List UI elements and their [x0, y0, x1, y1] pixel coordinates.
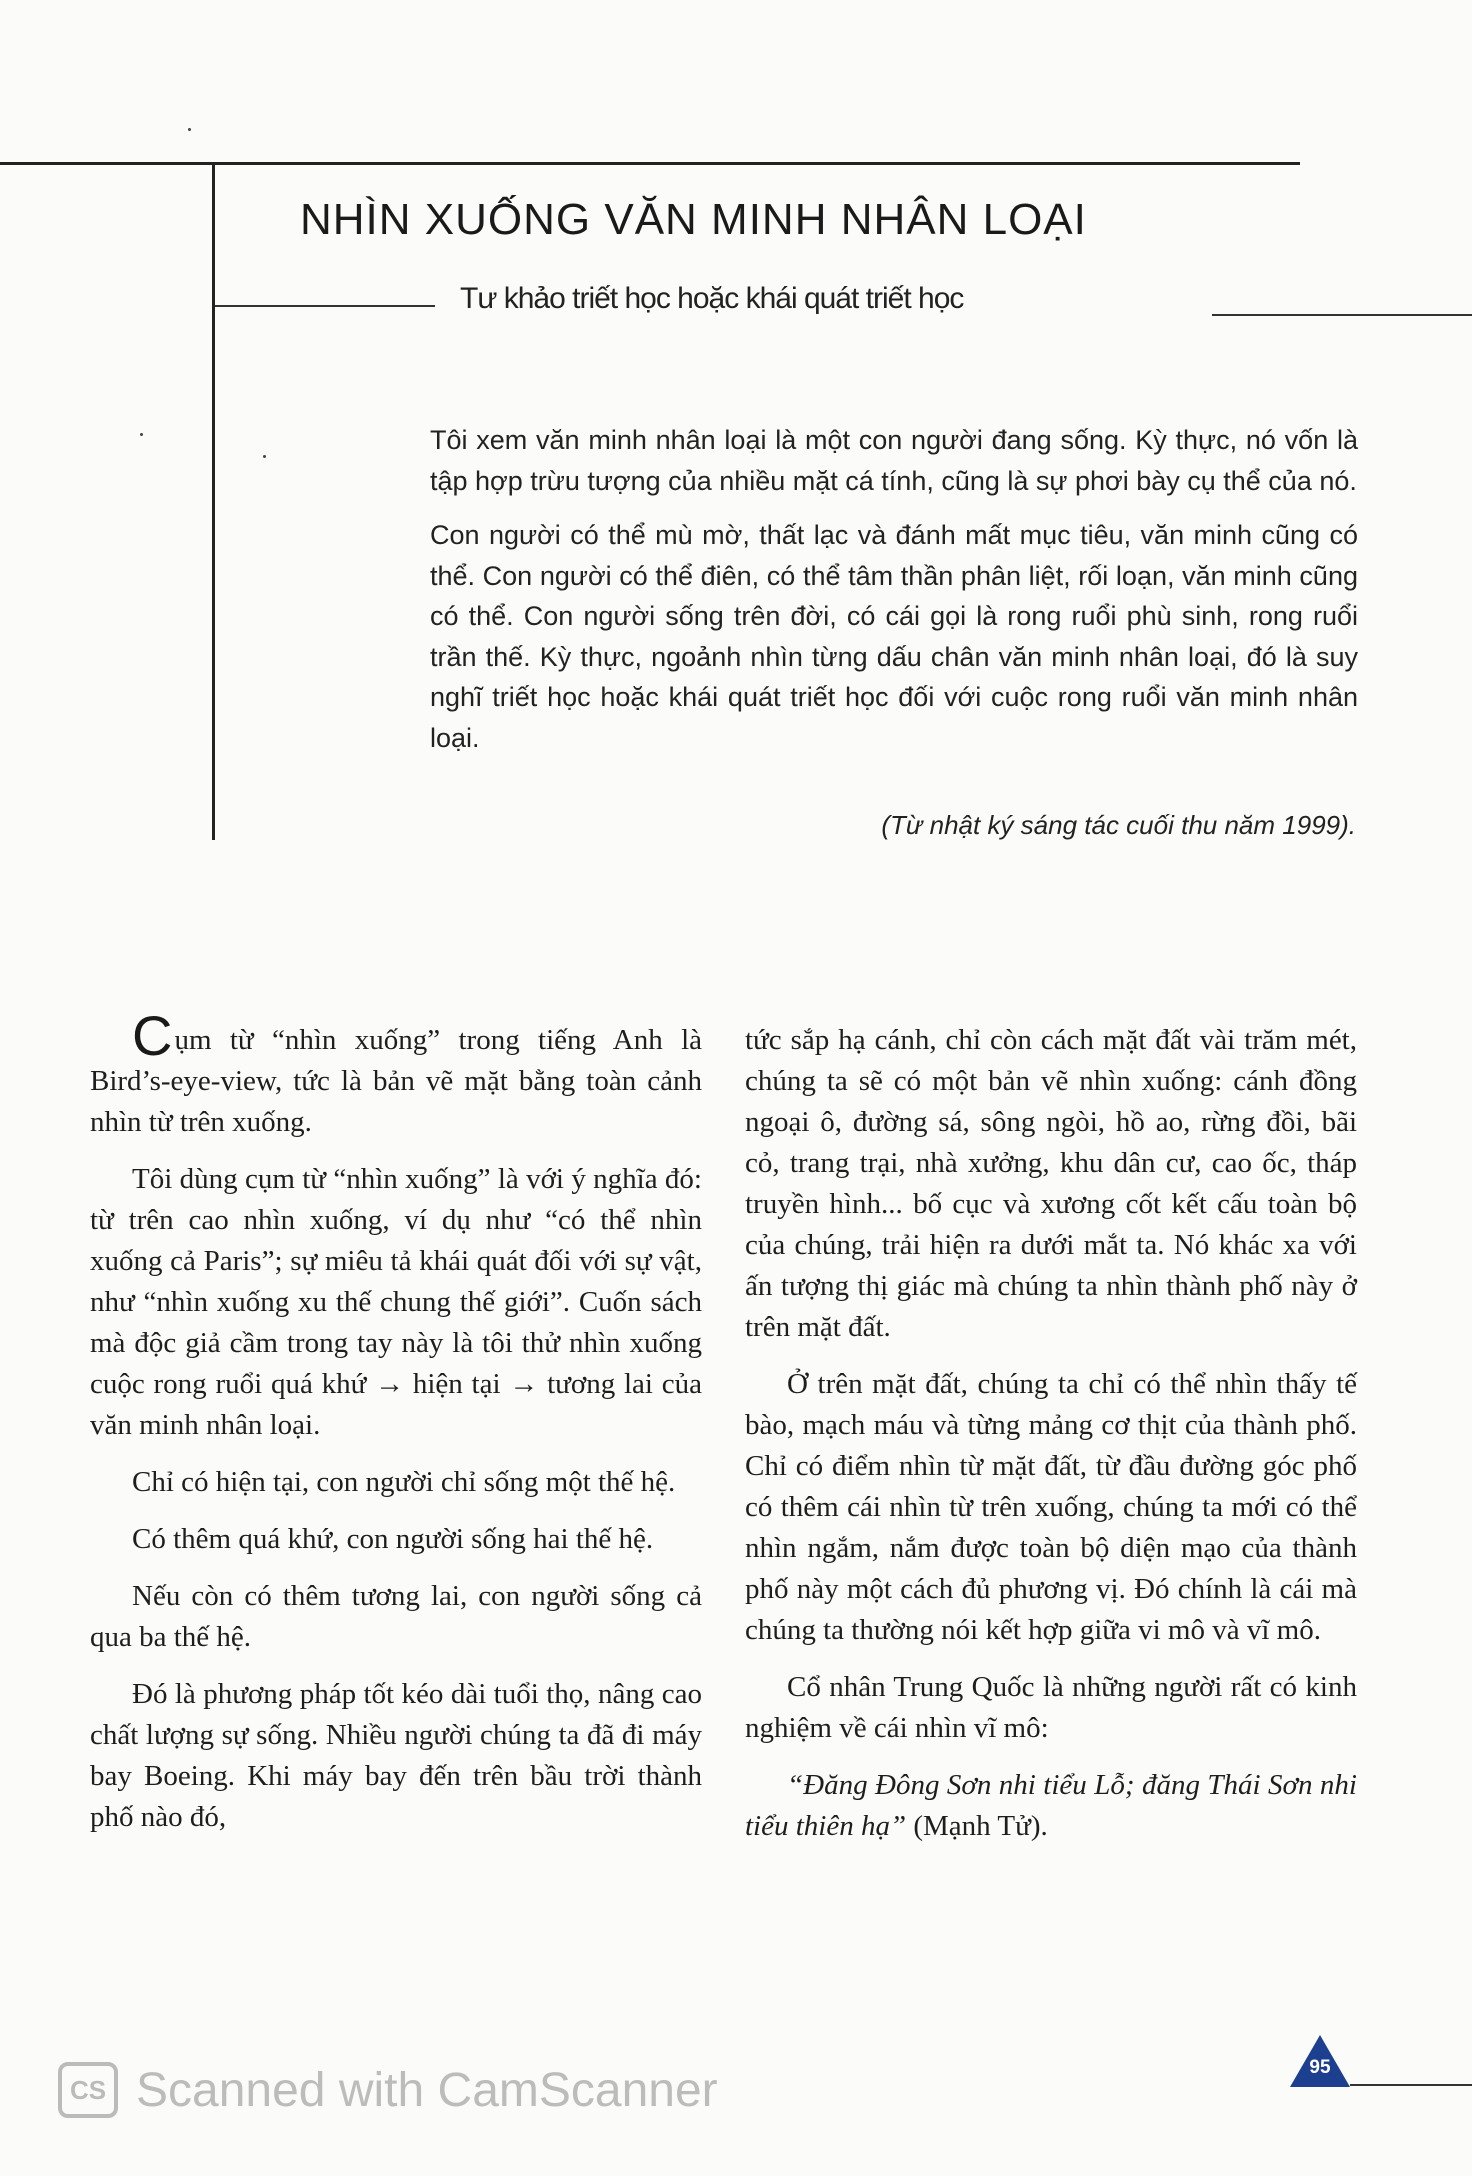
page-number: 95 [1309, 2057, 1331, 2078]
header-top-rule [0, 162, 1300, 165]
body-column-left [90, 1004, 702, 1854]
intro-source: (Từ nhật ký sáng tác cuối thu năm 1999). [881, 810, 1356, 840]
quote-author: (Mạnh Tử). [906, 1810, 1048, 1842]
quote-text: “Đăng Đông Sơn nhi tiểu Lỗ; đăng Thái Sơn nhi tiểu thiên hạ” [745, 1769, 1357, 1842]
drop-cap: C [132, 1004, 173, 1067]
body-paragraph: Ở trên mặt đất, chúng ta chỉ có thể nhìn thấy tế bào, mạch máu và từng mảng cơ thịt của thành phố. Chỉ có điểm nhìn từ mặt đất, từ đầu đường góc phố có thêm cái nhìn từ trên xuống, chúng ta mới có thể nhìn ngắm, nắm được toàn bộ diện mạo của thành phố này một cách đủ phương vị. Đó chính là cái mà chúng ta thường nói kết hợp giữa vi mô và vĩ mô. [745, 1368, 1357, 1646]
page-number-badge [1290, 2035, 1350, 2090]
chapter-title: NHÌN XUỐNG VĂN MINH NHÂN LOẠI [300, 195, 1087, 244]
body-paragraph: Chỉ có hiện tại, con người chỉ sống một thế hệ. [132, 1466, 676, 1498]
chapter-subtitle: Tư khảo triết học hoặc khái quát triết học [460, 282, 964, 315]
subtitle-left-rule [215, 305, 435, 307]
scan-speck [140, 433, 143, 436]
body-paragraph: Đó là phương pháp tốt kéo dài tuổi thọ, nâng cao chất lượng sự sống. Nhiều người chúng ta đã đi máy bay Boeing. Khi máy bay đến trên bầu trời thành phố nào đó, [90, 1678, 702, 1833]
paragraph-text: ụm từ “nhìn xuống” trong tiếng Anh là Bird’s-eye-view, tức là bản vẽ mặt bằng toàn cảnh nhìn từ trên xuống. [90, 1024, 702, 1138]
body-paragraph [90, 1004, 702, 1143]
scan-speck [263, 455, 266, 458]
body-paragraph: Cổ nhân Trung Quốc là những người rất có kinh nghiệm về cái nhìn vĩ mô: [745, 1671, 1357, 1744]
body-paragraph: Tôi dùng cụm từ “nhìn xuống” là với ý nghĩa đó: từ trên cao nhìn xuống, ví dụ như “có thể nhìn xuống cả Paris”; sự miêu tả khái quát đối với sự vật, như “nhìn xuống xu thế chung thế giới”. Cuốn sách mà độc giả cầm trong tay này là tôi thử nhìn xuống cuộc rong ruổi quá khứ → hiện tại → tương lai của văn minh nhân loại. [90, 1163, 702, 1441]
intro-paragraph: Con người có thể mù mờ, thất lạc và đánh mất mục tiêu, văn minh cũng có thể. Con người có thể điên, có thể tâm thần phân liệt, rối loạn, văn minh cũng có thể. Con người sống trên đời, có cái gọi là rong ruổi phù sinh, rong ruổi trần thế. Kỳ thực, ngoảnh nhìn từng dấu chân văn minh nhân loại, đó là suy nghĩ triết học hoặc khái quát triết học đối với cuộc rong ruổi văn minh nhân loại. [430, 520, 1358, 753]
watermark-text: Scanned with CamScanner [136, 2063, 718, 2117]
intro-paragraph: Tôi xem văn minh nhân loại là một con người đang sống. Kỳ thực, nó vốn là tập hợp trừu tượng của nhiều mặt cá tính, cũng là sự phơi bày cụ thể của nó. [430, 425, 1358, 496]
body-column-right [745, 1020, 1357, 1863]
body-paragraph: Có thêm quá khứ, con người sống hai thế hệ. [132, 1523, 654, 1555]
camscanner-watermark [58, 2060, 718, 2120]
header-left-rule [212, 162, 215, 840]
footer-rule [1350, 2084, 1472, 2086]
scan-speck [188, 128, 191, 131]
subtitle-right-rule [1212, 314, 1472, 316]
body-paragraph: Nếu còn có thêm tương lai, con người sống cả qua ba thế hệ. [90, 1580, 702, 1653]
intro-block [430, 420, 1358, 772]
quote-paragraph [745, 1765, 1357, 1847]
camscanner-logo-icon: CS [58, 2062, 118, 2118]
body-paragraph: tức sắp hạ cánh, chỉ còn cách mặt đất vài trăm mét, chúng ta sẽ có một bản vẽ nhìn xuống: cánh đồng ngoại ô, đường sá, sông ngòi, hồ ao, rừng đồi, bãi cỏ, trang trại, nhà xưởng, khu dân cư, cao ốc, tháp truyền hình... bố cục và xương cốt kết cấu toàn bộ của chúng, trải hiện ra dưới mắt ta. Nó khác xa với ấn tượng thị giác mà chúng ta nhìn thành phố này ở trên mặt đất. [745, 1024, 1357, 1343]
